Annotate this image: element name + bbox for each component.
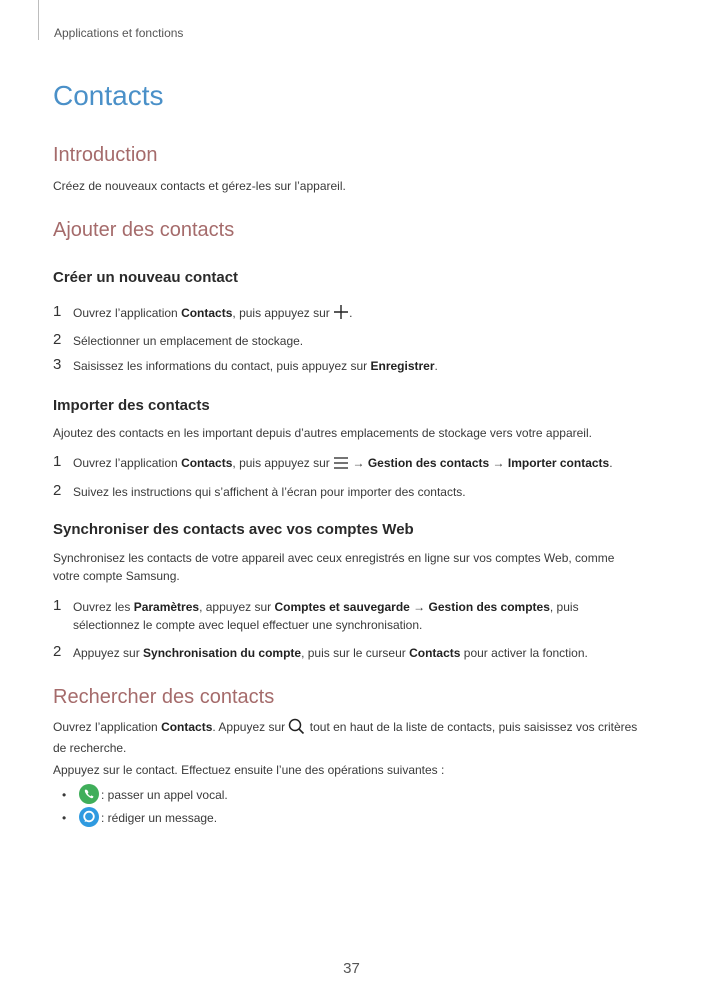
sync-contacts-heading: Synchroniser des contacts avec vos comptes Web [53,521,414,538]
step-number: 3 [53,356,62,373]
header-divider [38,0,39,40]
step-number: 1 [53,597,62,614]
step-text: Saisissez les informations du contact, puis appuyez sur Enregistrer. [73,359,438,373]
bullet-dot: • [62,788,67,802]
add-contacts-heading: Ajouter des contacts [53,219,235,241]
search-text: Ouvrez l’application Contacts. Appuyez sur tout en haut de la liste de contacts, puis saisissez vos critères de recherche. [53,720,638,755]
sync-text: Synchronisez les contacts de votre appareil avec ceux enregistrés en ligne sur vos comptes Web, comme votre compte Samsung. [53,551,615,583]
chapter-header: Applications et fonctions [54,26,184,40]
step-text: Suivez les instructions qui s’affichent à l’écran pour importer des contacts. [73,485,466,499]
step-text: Appuyez sur Synchronisation du compte, puis sur le curseur Contacts pour activer la fonction. [73,646,588,660]
search-instruction: Appuyez sur le contact. Effectuez ensuite l’une des opérations suivantes : [53,763,445,777]
step-text: Ouvrez l’application Contacts, puis appuyez sur → Gestion des contacts → Importer contacts. [73,454,653,475]
page-number: 37 [343,960,360,977]
search-icon [288,718,306,739]
bullet-text: : rédiger un message. [101,811,218,825]
step-number: 2 [53,482,62,499]
step-text: Ouvrez les Paramètres, appuyez sur Comptes et sauvegarde → Gestion des comptes, puis sélectionnez le compte avec lequel effectuer une synchronisation. [73,600,579,632]
intro-heading: Introduction [53,144,158,166]
step-number: 1 [53,303,62,320]
bullet-text: : passer un appel vocal. [101,788,228,802]
message-icon [79,807,99,827]
page-title: Contacts [53,80,164,111]
step-number: 1 [53,453,62,470]
step-text: Sélectionner un emplacement de stockage. [73,334,304,348]
plus-icon [333,304,349,325]
import-text: Ajoutez des contacts en les important depuis d’autres emplacements de stockage vers votre appareil. [53,426,592,440]
phone-icon [79,784,99,804]
import-contacts-heading: Importer des contacts [53,397,210,414]
search-contacts-heading: Rechercher des contacts [53,686,275,708]
intro-text: Créez de nouveaux contacts et gérez-les sur l’appareil. [53,179,346,193]
step-number: 2 [53,643,62,660]
step-number: 2 [53,331,62,348]
menu-icon [333,456,349,475]
step-text: Ouvrez l’application Contacts, puis appuyez sur . [73,304,653,325]
create-contact-heading: Créer un nouveau contact [53,269,239,286]
bullet-dot: • [62,811,67,825]
